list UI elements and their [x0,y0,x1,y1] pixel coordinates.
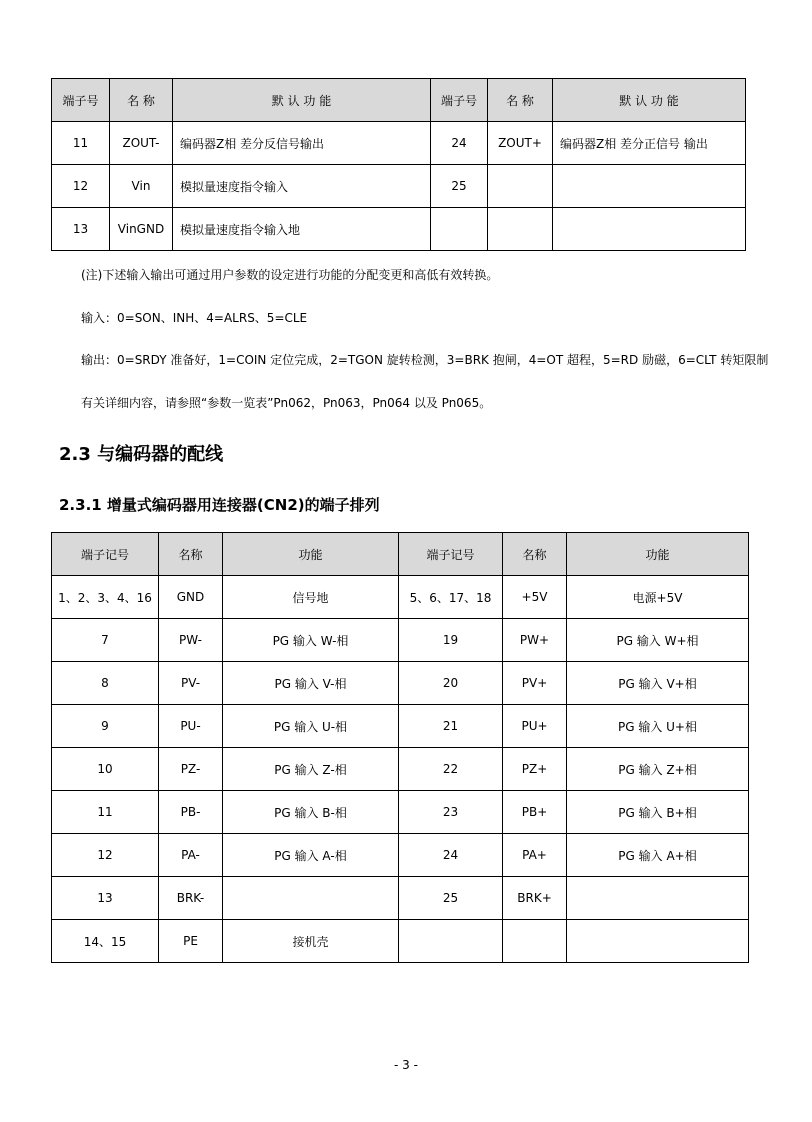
table-cell: GND [159,576,223,619]
table-cell: PG 输入 V+相 [567,662,749,705]
table-row [52,662,749,705]
table-cell: 14、15 [52,920,159,963]
table-cell: 5、6、17、18 [399,576,503,619]
table-cell: PG 输入 Z+相 [567,748,749,791]
table-cell [553,208,746,251]
table-cell: PA+ [503,834,567,877]
table-header-row [52,533,749,576]
header-default-function: 默 认 功 能 [173,79,431,122]
table-cell: 1、2、3、4、16 [52,576,159,619]
table-cell: PB+ [503,791,567,834]
table-cell: 10 [52,748,159,791]
table-cell [503,920,567,963]
header-function: 功能 [567,533,749,576]
table-cell: 模拟量速度指令输入地 [173,208,431,251]
header-terminal-mark: 端子记号 [52,533,159,576]
table-cell: PG 输入 B-相 [223,791,399,834]
header-function: 功能 [223,533,399,576]
table-cell: PZ- [159,748,223,791]
table-cell: 接机壳 [223,920,399,963]
table-cell [399,920,503,963]
table-cell: PB- [159,791,223,834]
input-list-text: 输入：0=SON、INH、4=ALRS、5=CLE [81,311,308,325]
table-row [52,122,746,165]
reference-text: 有关详细内容，请参照“参数一览表”Pn062，Pn063，Pn064 以及 Pn065。 [81,396,492,410]
table-cell [431,208,488,251]
table-cell: 7 [52,619,159,662]
header-name: 名称 [503,533,567,576]
table-cell: 25 [399,877,503,920]
table-cell: 12 [52,834,159,877]
table-cell: PU- [159,705,223,748]
table-cell: PZ+ [503,748,567,791]
table-row [52,165,746,208]
header-name: 名 称 [110,79,173,122]
table-cell: 24 [399,834,503,877]
table-cell: PG 输入 U+相 [567,705,749,748]
table-cell: 电源+5V [567,576,749,619]
table-cell: 12 [52,165,110,208]
header-terminal-mark: 端子记号 [399,533,503,576]
table-cell: VinGND [110,208,173,251]
table-cell: PG 输入 V-相 [223,662,399,705]
table-cell [488,208,553,251]
table-header-row [52,79,746,122]
output-list-text: 输出：0=SRDY 准备好，1=COIN 定位完成，2=TGON 旋转检测，3=BRK 抱闸，4=OT 超程，5=RD 励磁，6=CLT 转矩限制 [81,353,769,367]
table-cell: PV+ [503,662,567,705]
table-row [52,705,749,748]
table-cell [223,877,399,920]
header-name: 名 称 [488,79,553,122]
section-heading: 2.3 与编码器的配线 [59,444,224,465]
subsection-heading: 2.3.1 增量式编码器用连接器(CN2)的端子排列 [59,496,380,514]
terminal-function-table [51,78,746,251]
table-cell: Vin [110,165,173,208]
table-cell: PG 输入 U-相 [223,705,399,748]
table-cell: ZOUT- [110,122,173,165]
table-cell: PW- [159,619,223,662]
table-cell: 13 [52,877,159,920]
note-text: (注)下述输入输出可通过用户参数的设定进行功能的分配变更和高低有效转换。 [81,268,499,282]
table-cell: PU+ [503,705,567,748]
table-cell: 编码器Z相 差分正信号 输出 [553,122,746,165]
table-cell: 11 [52,122,110,165]
table-row [52,619,749,662]
table-cell: 13 [52,208,110,251]
table-cell: PG 输入 A+相 [567,834,749,877]
table-cell [567,877,749,920]
table-cell: 模拟量速度指令输入 [173,165,431,208]
table-cell: 编码器Z相 差分反信号输出 [173,122,431,165]
table-cell [488,165,553,208]
table-row [52,208,746,251]
table-cell: PE [159,920,223,963]
table-cell: 8 [52,662,159,705]
table-cell: +5V [503,576,567,619]
header-terminal-no: 端子号 [52,79,110,122]
header-default-function: 默 认 功 能 [553,79,746,122]
table-cell: PW+ [503,619,567,662]
table-cell: 24 [431,122,488,165]
table-cell: 9 [52,705,159,748]
table-cell: PG 输入 B+相 [567,791,749,834]
table-cell: 25 [431,165,488,208]
table-cell: ZOUT+ [488,122,553,165]
header-name: 名称 [159,533,223,576]
table-cell: 22 [399,748,503,791]
table-row [52,920,749,963]
table-row [52,791,749,834]
table-cell: 20 [399,662,503,705]
table-cell: 11 [52,791,159,834]
table-cell: 信号地 [223,576,399,619]
header-terminal-no: 端子号 [431,79,488,122]
table-cell: PG 输入 W-相 [223,619,399,662]
table-cell [553,165,746,208]
table-row [52,576,749,619]
table-cell: 21 [399,705,503,748]
table-cell: PG 输入 A-相 [223,834,399,877]
table-cell: PG 输入 Z-相 [223,748,399,791]
table-cell: 23 [399,791,503,834]
table-cell: PV- [159,662,223,705]
encoder-connector-table [51,532,749,963]
table-row [52,834,749,877]
table-cell: 19 [399,619,503,662]
table-cell: BRK- [159,877,223,920]
table-cell: BRK+ [503,877,567,920]
table-row [52,748,749,791]
table-cell: PG 输入 W+相 [567,619,749,662]
table-row [52,877,749,920]
page-number: - 3 - [394,1058,418,1072]
table-cell [567,920,749,963]
table-cell: PA- [159,834,223,877]
